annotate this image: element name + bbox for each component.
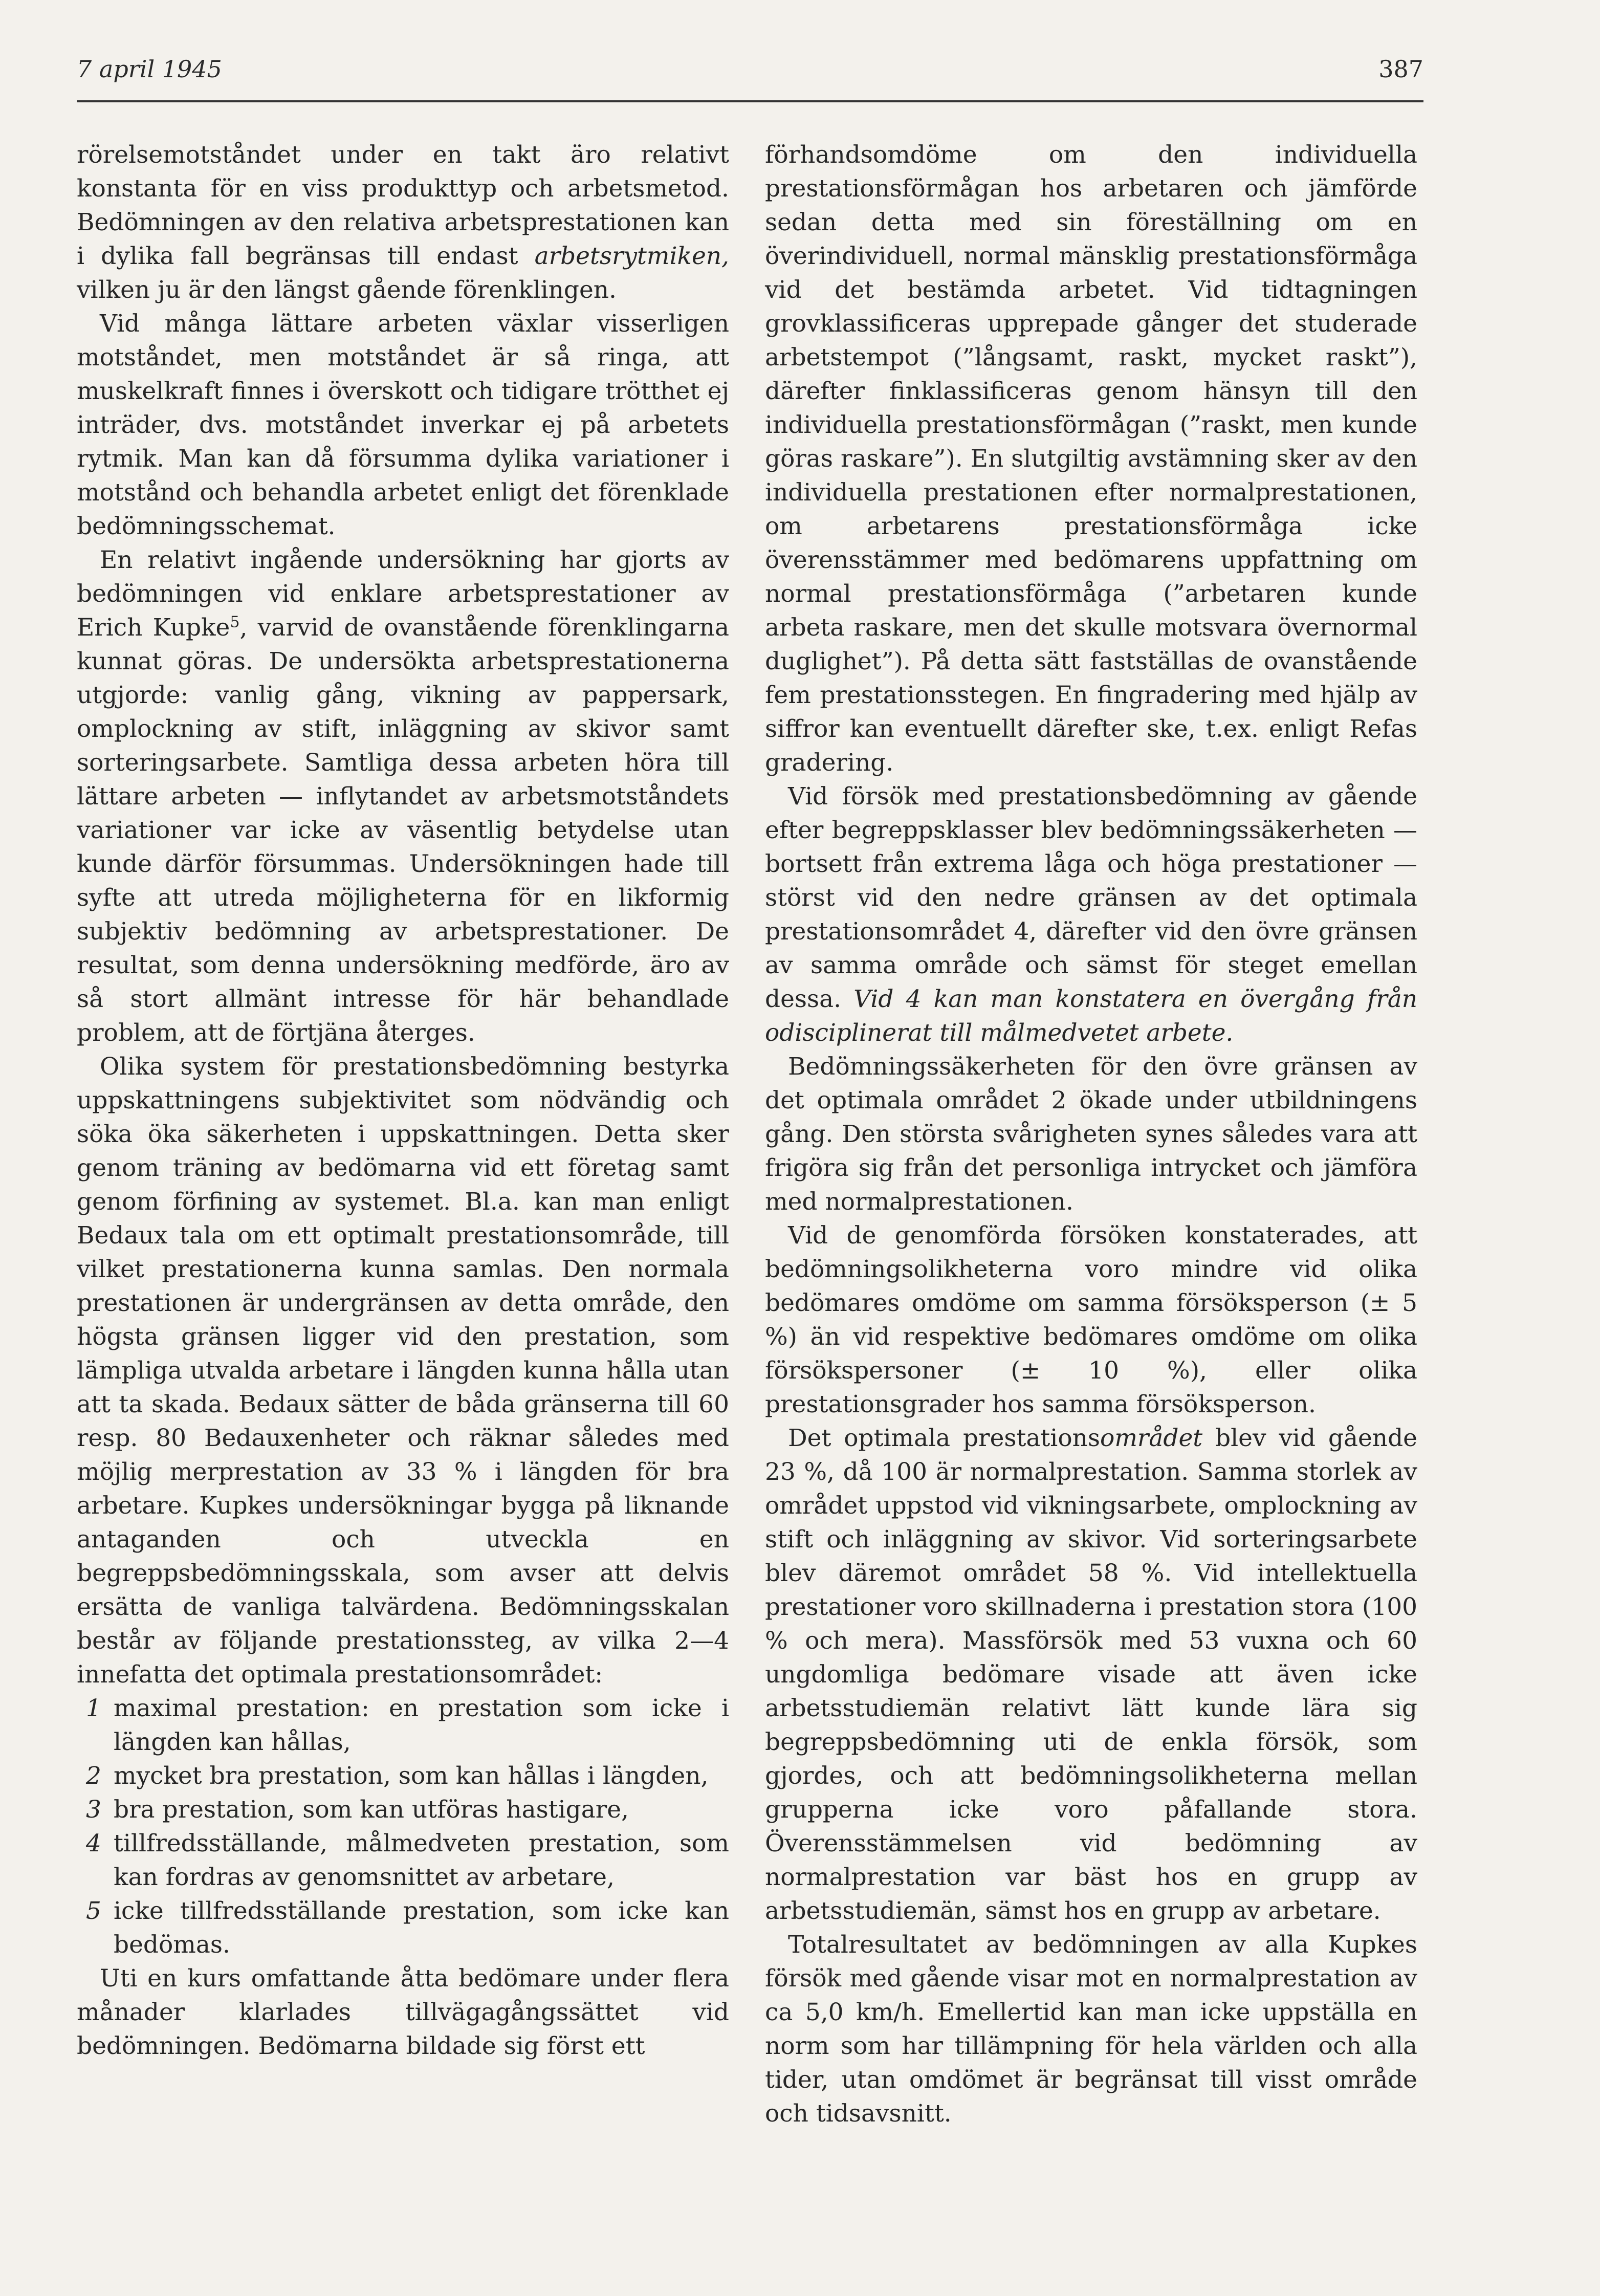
paragraph: Bedömningssäkerheten för den övre gränsen av det optimala området 2 ökade under utbildningens gång. Den största svårigheten synes således vara att frigöra sig från det personliga intrycket och jämföra med normalprestationen.: [765, 1053, 1417, 1216]
right-column: [765, 138, 1417, 2131]
emphasis-text: Vid 4 kan man konstatera en övergång från odisciplinerat till målmedvetet arbete.: [765, 985, 1417, 1047]
paragraph: Totalresultatet av bedömningen av alla Kupkes försök med gående visar mot en normalprestation av ca 5,0 km/h. Emellertid kan man icke uppställa en norm som har tillämpning för hela världen och alla tider, utan omdömet är begränsat till visst område och tidsavsnitt.: [765, 1931, 1417, 2128]
paragraph-text: vilken ju är den längst gående förenklingen.: [77, 276, 617, 304]
paragraph: förhandsomdöme om den individuella prestationsförmågan hos arbetaren och jämförde sedan detta med sin föreställning om en överindividuell, normal mänsklig prestationsförmåga vid det bestämda arbetet. Vid tidtagningen grovklassificeras upprepade gånger det studerade arbetstempot (”långsamt, raskt, mycket raskt”), därefter finklassificeras genom hänsyn till den individuella prestationsförmågan (”raskt, men kunde göras raskare”). En slutgiltig avstämning sker av den individuella prestationen efter normalprestationen, om arbetarens prestationsförmåga icke överensstämmer med bedömarens uppfattning om normal prestationsförmåga (”arbetaren kunde arbeta raskare, men det skulle motsvara övernormal duglighet”). På detta sätt fastställas de ovanstående fem prestationsstegen. En fingradering med hjälp av siffror kan eventuellt därefter ske, t.ex. enligt Refas gradering.: [765, 141, 1417, 777]
step-number: 2: [86, 1762, 101, 1790]
paragraph-text: En relativt ingående undersökning har gjorts av bedömningen vid enklare arbetsprestationer av Erich Kupke: [77, 546, 729, 642]
list-item: [77, 1827, 729, 1894]
list-item: [77, 1692, 729, 1759]
list-item: [77, 1759, 729, 1793]
step-text: mycket bra prestation, som kan hållas i längden,: [114, 1762, 709, 1790]
footnote-ref: 5: [230, 613, 240, 631]
paragraph: [77, 138, 729, 307]
header-rule: [77, 100, 1423, 102]
paragraph: [765, 780, 1417, 1050]
paragraph: Vid de genomförda försöken konstaterades, att bedömningsolikheterna voro mindre vid olika bedömares omdöme om samma försöksperson (± 5 %) än vid respektive bedömares omdöme om olika försökspersoner (± 10 %), eller olika prestationsgrader hos samma försöksperson.: [765, 1221, 1417, 1418]
paragraph: [765, 1422, 1417, 1928]
issue-date: 7 april 1945: [77, 55, 222, 83]
paragraph-text: blev vid gående 23 %, då 100 är normalprestation. Samma storlek av området uppstod vid vikningsarbete, omplockning av stift och inläggning av skivor. Vid sorteringsarbete blev däremot området 58 %. Vid intellektuella prestationer voro skillnaderna i prestation stora (100 % och mera). Massförsök med 53 vuxna och 60 ungdomliga bedömare visade att även icke arbetsstudiemän relativt lätt kunde lära sig begreppsbedömning uti de enkla försök, som gjordes, och att bedömningsolikheterna mellan grupperna icke voro påfallande stora. Överensstämmelsen vid bedömning av normalprestation var bäst hos en grupp av arbetsstudiemän, sämst hos en grupp av arbetare.: [765, 1424, 1417, 1925]
step-number: 1: [86, 1694, 101, 1722]
paragraph: Vid många lättare arbeten växlar visserligen motståndet, men motståndet är så ringa, att muskelkraft finnes i överskott och tidigare trötthet ej inträder, dvs. motståndet inverkar ej på arbetets rytmik. Man kan då försumma dylika variationer i motstånd och behandla arbetet enligt det förenklade bedömningsschemat.: [77, 310, 729, 540]
paragraph: Uti en kurs omfattande åtta bedömare under flera månader klarlades tillvägagångssättet vid bedömningen. Bedömarna bildade sig först ett: [77, 1964, 729, 2060]
page-number: 387: [1378, 55, 1423, 83]
left-column: [77, 138, 729, 2063]
paragraph-text: Vid försök med prestationsbedömning av gående efter begreppsklasser blev bedömningssäkerheten — bortsett från extrema låga och höga prestationer — störst vid den nedre gränsen av det optimala prestationsområdet 4, därefter vid den övre gränsen av samma område och sämst för steget emellan dessa.: [765, 782, 1417, 1013]
running-header: [77, 55, 1423, 91]
paragraph-text: Det optimala prestations: [788, 1424, 1101, 1452]
list-item: [77, 1793, 729, 1827]
paragraph-text: , varvid de ovanstående förenklingarna kunnat göras. De undersökta arbetsprestationerna utgjorde: vanlig gång, vikning av pappersark, omplockning av stift, inläggning av skivor samt sorteringsarbete. Samtliga dessa arbeten höra till lättare arbeten — inflytandet av arbetsmotståndets variationer var icke av väsentlig betydelse utan kunde därför försummas. Undersökningen hade till syfte att utreda möjligheterna för en likformig subjektiv bedömning av arbetsprestationer. De resultat, som denna undersökning medförde, äro av så stort allmänt intresse för här behandlade problem, att de förtjäna återges.: [77, 614, 729, 1047]
step-number: 3: [86, 1796, 101, 1824]
emphasis-text: arbetsrytmiken,: [534, 242, 729, 270]
paragraph-text: rörelsemotståndet under en takt äro relativt konstanta för en viss produkttyp och arbetsmetod. Bedömningen av den relativa arbetsprestationen kan i dylika fall begränsas till endast: [77, 141, 729, 270]
step-text: icke tillfredsställande prestation, som icke kan bedömas.: [114, 1897, 729, 1959]
step-number: 5: [86, 1897, 101, 1925]
emphasis-text: området: [1100, 1424, 1203, 1452]
step-text: tillfredsställande, målmedveten prestation, som kan fordras av genomsnittet av arbetare,: [114, 1829, 729, 1891]
performance-step-list: [77, 1692, 729, 1962]
step-number: 4: [86, 1829, 101, 1857]
step-text: bra prestation, som kan utföras hastigare,: [114, 1796, 629, 1824]
step-text: maximal prestation: en prestation som icke i längden kan hållas,: [114, 1694, 729, 1756]
list-item: [77, 1894, 729, 1962]
paragraph: Olika system för prestationsbedömning bestyrka uppskattningens subjektivitet som nödvändig och söka öka säkerheten i uppskattningen. Detta sker genom träning av bedömarna vid ett företag samt genom förfining av systemet. Bl.a. kan man enligt Bedaux tala om ett optimalt prestationsområde, till vilket prestationerna kunna samlas. Den normala prestationen är undergränsen av detta område, den högsta gränsen ligger vid den prestation, som lämpliga utvalda arbetare i längden kunna hålla utan att ta skada. Bedaux sätter de båda gränserna till 60 resp. 80 Bedauxenheter och räknar således med möjlig merprestation av 33 % i längden för bra arbetare. Kupkes undersökningar bygga på liknande antaganden och utveckla en begreppsbedömningsskala, som avser att delvis ersätta de vanliga talvärdena. Bedömningsskalan består av följande prestationssteg, av vilka 2—4 innefatta det optimala prestationsområdet:: [77, 1053, 729, 1689]
paragraph: [77, 543, 729, 1050]
